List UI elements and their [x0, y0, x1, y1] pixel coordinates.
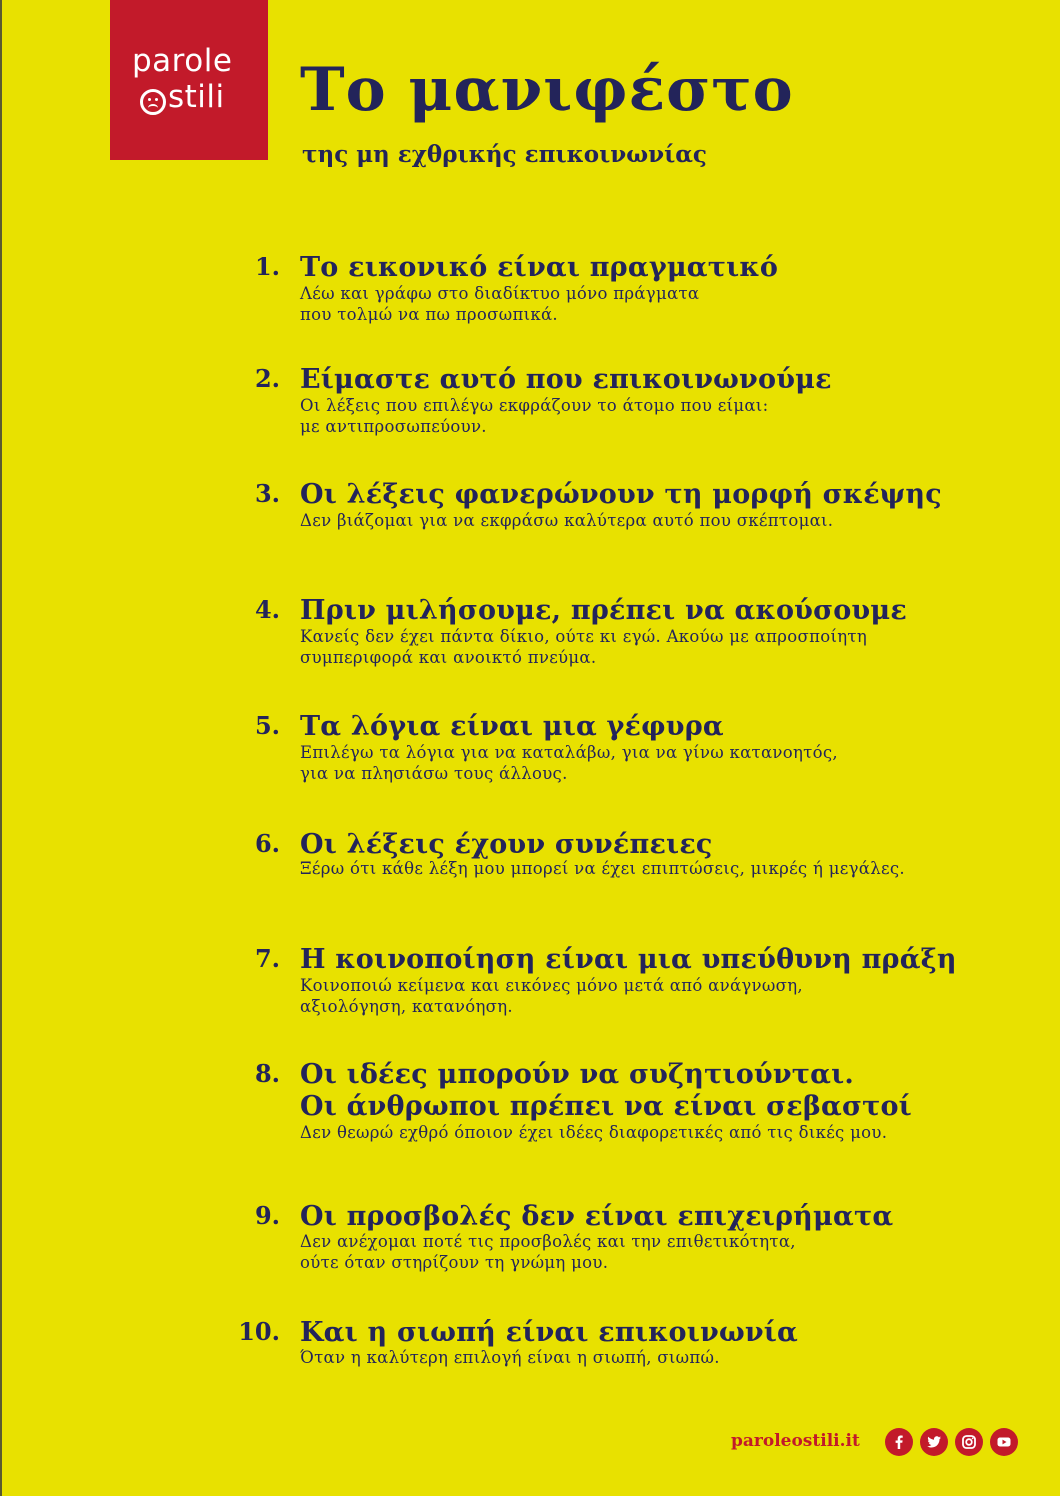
item-description-line: που τολμώ να πω προσωπικά. — [300, 305, 558, 324]
item-title-line: Οι λέξεις φανερώνουν τη μορφή σκέψης — [300, 479, 942, 510]
item-description-line: Λέω και γράφω στο διαδίκτυο μόνο πράγματα — [300, 284, 700, 303]
item-title-line: Οι λέξεις έχουν συνέπειες — [300, 829, 713, 860]
item-description-line: με αντιπροσωπεύουν. — [300, 417, 487, 436]
sad-face-icon — [140, 89, 166, 115]
item-title — [300, 1317, 798, 1349]
item-description-line: Δεν βιάζομαι για να εκφράσω καλύτερα αυτό που σκέπτομαι. — [300, 511, 834, 530]
item-description-line: ούτε όταν στηρίζουν τη γνώμη μου. — [300, 1253, 609, 1272]
item-description-line: για να πλησιάσω τους άλλους. — [300, 764, 568, 783]
item-number: 3. — [254, 479, 280, 508]
item-description — [300, 858, 905, 879]
twitter-icon[interactable] — [920, 1428, 948, 1456]
item-number: 8. — [254, 1059, 280, 1088]
page-subtitle: της μη εχθρικής επικοινωνίας — [302, 141, 707, 168]
item-number: 5. — [254, 711, 280, 740]
item-description — [300, 975, 803, 1017]
item-description-line: Κοινοποιώ κείμενα και εικόνες μόνο μετά από ανάγνωση, — [300, 976, 803, 995]
item-number: 10. — [238, 1317, 280, 1346]
item-title-line: Πριν μιλήσουμε, πρέπει να ακούσουμε — [300, 595, 907, 626]
item-title-line: Τα λόγια είναι μια γέφυρα — [300, 711, 724, 742]
page-title: Το μανιφέστο — [300, 55, 794, 125]
item-title-line: Και η σιωπή είναι επικοινωνία — [300, 1317, 799, 1348]
item-description — [300, 1347, 720, 1368]
item-title-line: Είμαστε αυτό που επικοινωνούμε — [300, 364, 832, 395]
item-number: 9. — [254, 1201, 280, 1230]
item-description-line: αξιολόγηση, κατανόηση. — [300, 997, 513, 1016]
item-title — [300, 364, 832, 396]
item-number: 2. — [254, 364, 280, 393]
item-title-line: Το εικονικό είναι πραγματικό — [300, 252, 779, 283]
item-description-line: συμπεριφορά και ανοικτό πνεύμα. — [300, 648, 597, 667]
parole-ostili-logo[interactable] — [110, 0, 268, 160]
item-title — [300, 944, 957, 976]
item-number: 4. — [254, 595, 280, 624]
item-title — [300, 1059, 912, 1123]
item-description — [300, 742, 838, 784]
item-title-line: Οι άνθρωποι πρέπει να είναι σεβαστοί — [300, 1091, 912, 1122]
item-description-line: Δεν θεωρώ εχθρό όποιον έχει ιδέες διαφορετικές από τις δικές μου. — [300, 1123, 888, 1142]
item-title — [300, 711, 724, 743]
item-title — [300, 479, 942, 511]
item-description — [300, 1231, 796, 1273]
item-description — [300, 510, 833, 531]
logo-word-stili: stili — [168, 79, 225, 115]
item-description — [300, 395, 768, 437]
page-edge — [0, 0, 2, 1496]
item-title — [300, 829, 713, 861]
youtube-icon[interactable] — [990, 1428, 1018, 1456]
item-title-line: Η κοινοποίηση είναι μια υπεύθυνη πράξη — [300, 944, 957, 975]
item-number: 1. — [254, 252, 280, 281]
item-title-line: Οι προσβολές δεν είναι επιχειρήματα — [300, 1201, 894, 1232]
item-description-line: Όταν η καλύτερη επιλογή είναι η σιωπή, σιωπώ. — [300, 1348, 720, 1367]
item-description-line: Δεν ανέχομαι ποτέ τις προσβολές και την επιθετικότητα, — [300, 1232, 796, 1251]
item-description-line: Επιλέγω τα λόγια για να καταλάβω, για να γίνω κατανοητός, — [300, 743, 838, 762]
facebook-icon[interactable] — [885, 1428, 913, 1456]
item-title — [300, 1201, 893, 1233]
item-number: 6. — [254, 829, 280, 858]
logo-word-parole: parole — [132, 43, 233, 79]
item-title — [300, 252, 778, 284]
instagram-icon[interactable] — [955, 1428, 983, 1456]
item-description-line: Ξέρω ότι κάθε λέξη μου μπορεί να έχει επιπτώσεις, μικρές ή μεγάλες. — [300, 859, 905, 878]
item-description — [300, 283, 699, 325]
item-title-line: Οι ιδέες μπορούν να συζητιούνται. — [300, 1059, 854, 1090]
website-link[interactable]: paroleostili.it — [731, 1431, 860, 1451]
item-description — [300, 1122, 887, 1143]
item-title — [300, 595, 907, 627]
footer — [0, 1425, 1060, 1461]
item-description-line: Οι λέξεις που επιλέγω εκφράζουν το άτομο που είμαι: — [300, 396, 769, 415]
item-description — [300, 626, 867, 668]
item-number: 7. — [254, 944, 280, 973]
item-description-line: Κανείς δεν έχει πάντα δίκιο, ούτε κι εγώ. Ακούω με απροσποίητη — [300, 627, 868, 646]
